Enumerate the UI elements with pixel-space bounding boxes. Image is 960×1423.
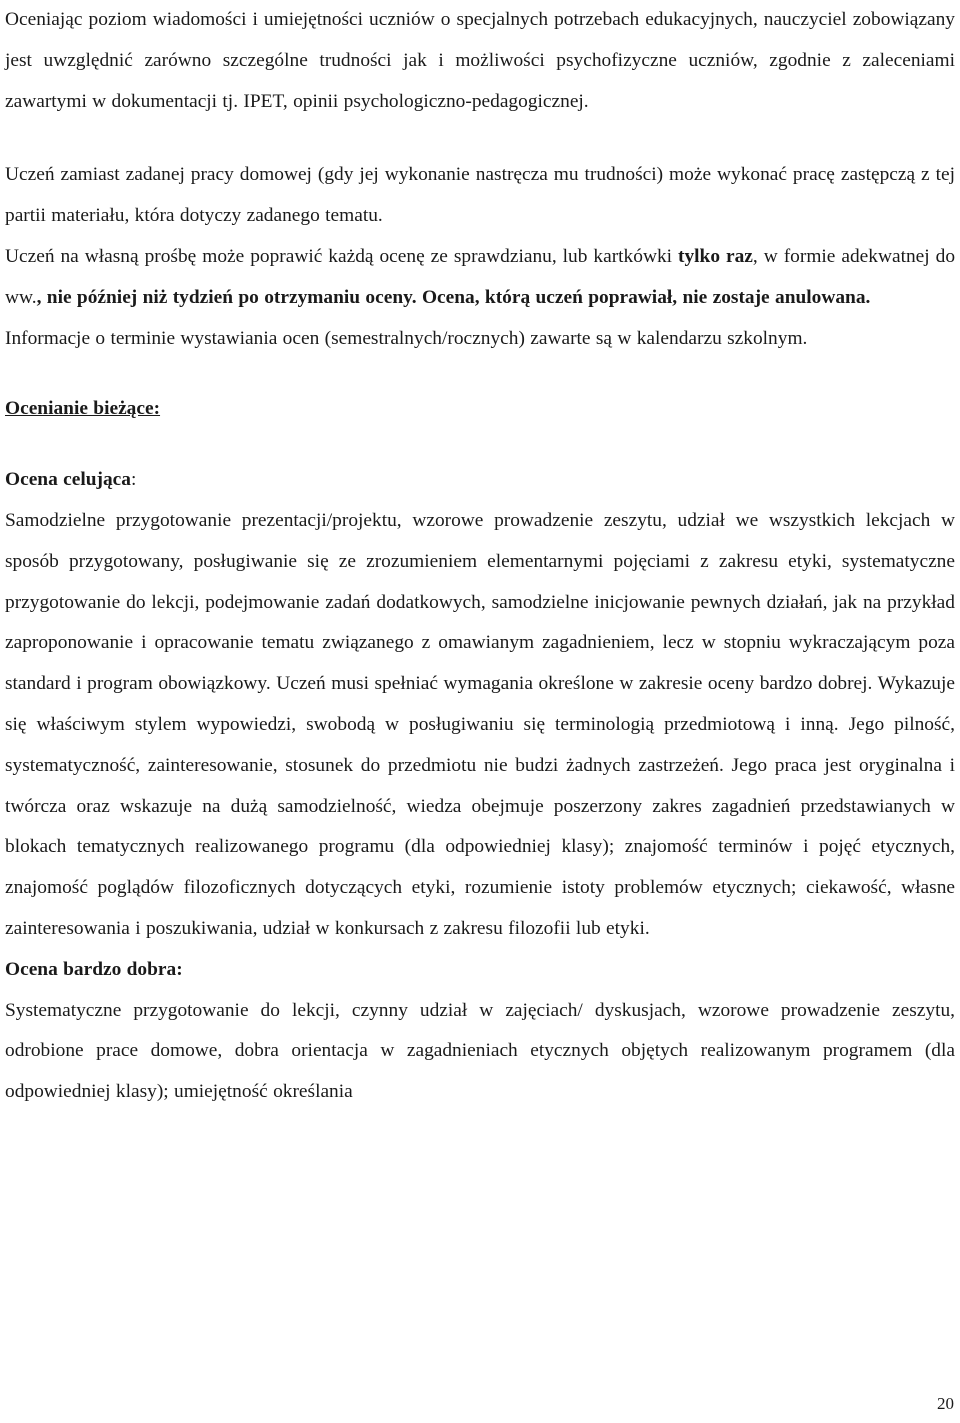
paragraph-special-needs: Oceniając poziom wiadomości i umiejętności uczniów o specjalnych potrzebach edukacyjnych, nauczyciel zobowiązany jest uwzględnić zarówno szczególne trudności jak i możliwości psychofizyczne uczniów, zgodnie z zaleceniami zawartymi w dokumentacji tj. IPET, opinii psychologiczno-pedagogicznej. <box>5 9 955 112</box>
page-number: 20 <box>937 1394 954 1413</box>
grade-correction-text-2: , w formie adekwatnej do ww. <box>5 245 956 308</box>
paragraph-grade-correction <box>5 237 955 319</box>
grade-correction-emphasis-once: tylko raz <box>678 245 753 267</box>
grade-excellent-colon: : <box>130 469 137 491</box>
section-heading-text: Ocenianie bieżące: <box>5 398 161 420</box>
grade-excellent-heading <box>5 460 955 501</box>
paragraph-replacement-homework: Uczeń zamiast zadanej pracy domowej (gdy jej wykonanie nastręcza mu trudności) może wykonać pracę zastępczą z tej partii materiału, która dotyczy zadanego tematu. <box>5 164 955 227</box>
paragraph-grading-calendar: Informacje o terminie wystawiania ocen (semestralnych/rocznych) zawarte są w kalendarzu szkolnym. <box>5 327 808 349</box>
grade-correction-text-1: Uczeń na własną prośbę może poprawić każdą ocenę ze sprawdzianu, lub kartkówki <box>5 245 679 267</box>
grade-excellent-title: Ocena celująca <box>5 469 131 491</box>
document-page <box>5 0 955 1113</box>
grade-very-good-title: Ocena bardzo dobra: <box>5 958 183 980</box>
grade-very-good-heading <box>5 950 955 991</box>
section-heading-current-grading <box>5 389 955 430</box>
grade-excellent-description: Samodzielne przygotowanie prezentacji/projektu, wzorowe prowadzenie zeszytu, udział we wszystkich lekcjach w sposób przygotowany, posługiwanie się ze zrozumieniem elementarnymi pojęciami z zakresu etyki, systematyczne przygotowanie do lekcji, podejmowanie zadań dodatkowych, samodzielne inicjowanie pewnych działań, jak na przykład zaproponowanie i opracowanie tematu związanego z omawianym zagadnieniem, lecz w stopniu wykraczającym poza standard i program obowiązkowy. Uczeń musi spełniać wymagania określone w zakresie oceny bardzo dobrej. Wykazuje się właściwym stylem wypowiedzi, swobodą w posługiwaniu się terminologią przedmiotową i inną. Jego pilność, systematyczność, zainteresowanie, stosunek do przedmiotu nie budzi żadnych zastrzeżeń. Jego praca jest oryginalna i twórcza oraz wskazuje na dużą samodzielność, wiedza obejmuje poszerzony zakres zagadnień przedstawianych w blokach tematycznych realizowanego programu (dla odpowiedniej klasy); znajomość terminów i pojęć etycznych, znajomość poglądów filozoficznych dotyczących etyki, rozumienie istoty problemów etycznych; ciekawość, własne zainteresowania i poszukiwania, udział w konkursach z zakresu filozofii lub etyki. <box>5 509 955 939</box>
grade-correction-emphasis-deadline: , nie później niż tydzień po otrzymaniu oceny. Ocena, którą uczeń poprawiał, nie zostaje anulowana. <box>36 286 871 308</box>
grade-very-good-description: Systematyczne przygotowanie do lekcji, czynny udział w zajęciach/ dyskusjach, wzorowe prowadzenie zeszytu, odrobione prace domowe, dobra orientacja w zagadnieniach etycznych objętych realizowanym programem (dla odpowiedniej klasy); umiejętność określania <box>5 999 955 1103</box>
